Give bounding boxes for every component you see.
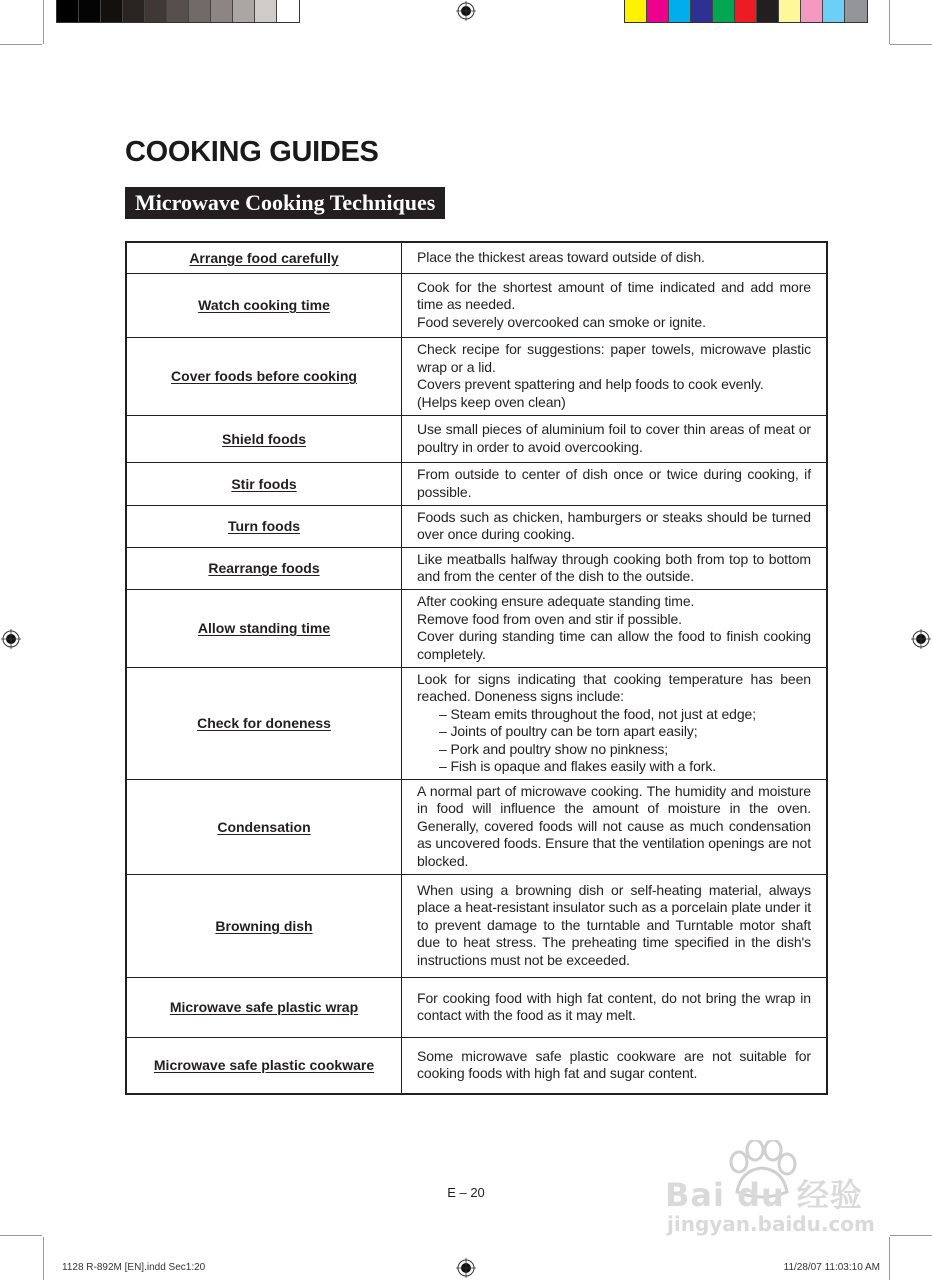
description-line: Some microwave safe plastic cookware are not suitable for cooking foods with high fat and sugar content.	[417, 1047, 811, 1082]
crop-mark	[889, 1237, 890, 1280]
technique-term-cell	[126, 667, 402, 779]
section-heading: Microwave Cooking Techniques	[125, 187, 445, 219]
calibration-swatch	[735, 0, 757, 22]
technique-term-cell	[126, 273, 402, 337]
description-line: A normal part of microwave cooking. The humidity and moisture in food will influence the amount of moisture in the oven. Generally, covered foods will not cause as much condensation as uncovered foods. Ensure that the ventilation openings are not blocked.	[417, 782, 811, 869]
table-row	[126, 273, 827, 337]
crop-mark	[890, 1235, 932, 1236]
table-row	[126, 1037, 827, 1094]
technique-description-cell	[402, 667, 828, 779]
technique-term: Microwave safe plastic wrap	[169, 999, 359, 1015]
description-bullet: – Steam emits throughout the food, not just at edge;	[439, 705, 757, 722]
technique-description-cell	[402, 505, 828, 547]
calibration-swatch	[779, 0, 801, 22]
calibration-swatch	[145, 0, 167, 22]
technique-term: Check for doneness	[197, 715, 331, 731]
calibration-swatch	[233, 0, 255, 22]
technique-term: Arrange food carefully	[189, 249, 339, 266]
baidu-watermark	[665, 1140, 880, 1240]
crop-mark	[890, 44, 932, 45]
crop-mark	[889, 0, 890, 44]
technique-term-cell	[126, 589, 402, 667]
technique-term-cell	[126, 874, 402, 977]
table-row	[126, 977, 827, 1037]
registration-mark-icon	[911, 629, 931, 649]
calibration-swatch	[713, 0, 735, 22]
crop-mark	[0, 44, 42, 45]
description-line: Covers prevent spattering and help foods to cook evenly.	[417, 376, 764, 392]
calibration-swatch	[823, 0, 845, 22]
technique-term: Rearrange foods	[208, 560, 320, 576]
calibration-swatch	[277, 0, 299, 22]
description-line: Look for signs indicating that cooking temperature has been reached. Doneness signs include:	[417, 670, 811, 704]
crop-mark	[43, 0, 44, 44]
technique-term-cell	[126, 337, 402, 415]
calibration-swatch	[101, 0, 123, 22]
technique-term: Condensation	[217, 818, 311, 835]
technique-term-cell	[126, 462, 402, 505]
description-line: Check recipe for suggestions: paper towels, microwave plastic wrap or a lid.	[417, 341, 811, 375]
technique-term-cell	[126, 779, 402, 874]
calibration-swatch	[123, 0, 145, 22]
technique-description-cell	[402, 337, 828, 415]
calibration-swatch	[79, 0, 101, 22]
crop-mark	[0, 1235, 42, 1236]
technique-description-cell	[402, 415, 828, 462]
technique-term: Microwave safe plastic cookware	[153, 1057, 375, 1074]
file-slug: 1128 R-892M [EN].indd Sec1:20	[62, 1262, 206, 1273]
description-line: (Helps keep oven clean)	[417, 393, 566, 410]
description-bullet: – Fish is opaque and flakes easily with a fork.	[439, 758, 717, 774]
technique-description-cell	[402, 589, 828, 667]
description-line: Place the thickest areas toward outside of dish.	[417, 249, 705, 265]
technique-term-cell	[126, 415, 402, 462]
calibration-swatch	[801, 0, 823, 22]
color-calibration-bar	[624, 0, 868, 23]
watermark-url: jingyan.baidu.com	[667, 1212, 875, 1236]
technique-description-cell	[402, 874, 828, 977]
description-line: Like meatballs halfway through cooking both from top to bottom and from the center of the dish to the outside.	[417, 550, 811, 584]
page-title: COOKING GUIDES	[125, 136, 379, 168]
description-line: When using a browning dish or self-heating material, always place a heat-resistant insulator such as a porcelain plate under it to prevent damage to the turntable and Turntable motor shaft due to heat stress. The preheating time specified in the dish's instructions must not be exceeded.	[417, 881, 811, 968]
technique-description-cell	[402, 462, 828, 505]
table-row	[126, 667, 827, 779]
timestamp-slug: 11/28/07 11:03:10 AM	[783, 1262, 880, 1273]
calibration-swatch	[669, 0, 691, 22]
description-line: After cooking ensure adequate standing time.	[417, 593, 695, 609]
description-line: Cook for the shortest amount of time indicated and add more time as needed.	[417, 278, 811, 313]
table-row	[126, 547, 827, 589]
page-number: E – 20	[447, 1185, 485, 1200]
technique-term-cell	[126, 977, 402, 1037]
description-bullet: – Pork and poultry show no pinkness;	[439, 740, 669, 757]
watermark-brand: Bai du 经验	[665, 1176, 863, 1214]
technique-description-cell	[402, 273, 828, 337]
description-line: Foods such as chicken, hamburgers or steaks should be turned over once during cooking.	[417, 508, 811, 542]
table-row	[126, 505, 827, 547]
technique-description-cell	[402, 779, 828, 874]
calibration-swatch	[625, 0, 647, 22]
technique-term: Watch cooking time	[198, 297, 330, 313]
technique-term: Turn foods	[227, 518, 301, 534]
calibration-swatch	[255, 0, 277, 22]
registration-mark-icon	[1, 629, 21, 649]
description-line: Use small pieces of aluminium foil to cover thin areas of meat or poultry in order to avoid overcooking.	[417, 421, 811, 455]
technique-term: Shield foods	[222, 430, 306, 447]
technique-term: Stir foods	[231, 475, 297, 492]
calibration-swatch	[647, 0, 669, 22]
technique-description-cell	[402, 1037, 828, 1094]
cooking-techniques-table	[125, 241, 828, 1095]
calibration-swatch	[189, 0, 211, 22]
technique-term: Allow standing time	[197, 620, 331, 636]
crop-mark	[43, 1237, 44, 1280]
registration-mark-icon	[456, 1, 476, 21]
technique-description-cell	[402, 977, 828, 1037]
description-line: Remove food from oven and stir if possible.	[417, 610, 682, 627]
grayscale-calibration-bar	[56, 0, 300, 23]
table-row	[126, 337, 827, 415]
technique-term-cell	[126, 547, 402, 589]
calibration-swatch	[167, 0, 189, 22]
table-row	[126, 242, 827, 273]
description-bullet: – Joints of poultry can be torn apart easily;	[439, 723, 698, 739]
calibration-swatch	[691, 0, 713, 22]
technique-description-cell	[402, 242, 828, 273]
description-line: From outside to center of dish once or twice during cooking, if possible.	[417, 466, 811, 500]
table-row	[126, 874, 827, 977]
technique-term-cell	[126, 1037, 402, 1094]
technique-term-cell	[126, 505, 402, 547]
calibration-swatch	[211, 0, 233, 22]
technique-term: Cover foods before cooking	[171, 368, 357, 384]
calibration-swatch	[845, 0, 867, 22]
technique-description-cell	[402, 547, 828, 589]
table-row	[126, 779, 827, 874]
registration-mark-icon	[456, 1258, 476, 1278]
calibration-swatch	[757, 0, 779, 22]
technique-term: Browning dish	[215, 917, 313, 934]
table-row	[126, 589, 827, 667]
calibration-swatch	[57, 0, 79, 22]
technique-term-cell	[126, 242, 402, 273]
table-row	[126, 415, 827, 462]
description-line: Food severely overcooked can smoke or ignite.	[417, 313, 706, 330]
description-line: Cover during standing time can allow the food to finish cooking completely.	[417, 628, 811, 662]
table-row	[126, 462, 827, 505]
description-line: For cooking food with high fat content, do not bring the wrap in contact with the food as it may melt.	[417, 989, 811, 1023]
